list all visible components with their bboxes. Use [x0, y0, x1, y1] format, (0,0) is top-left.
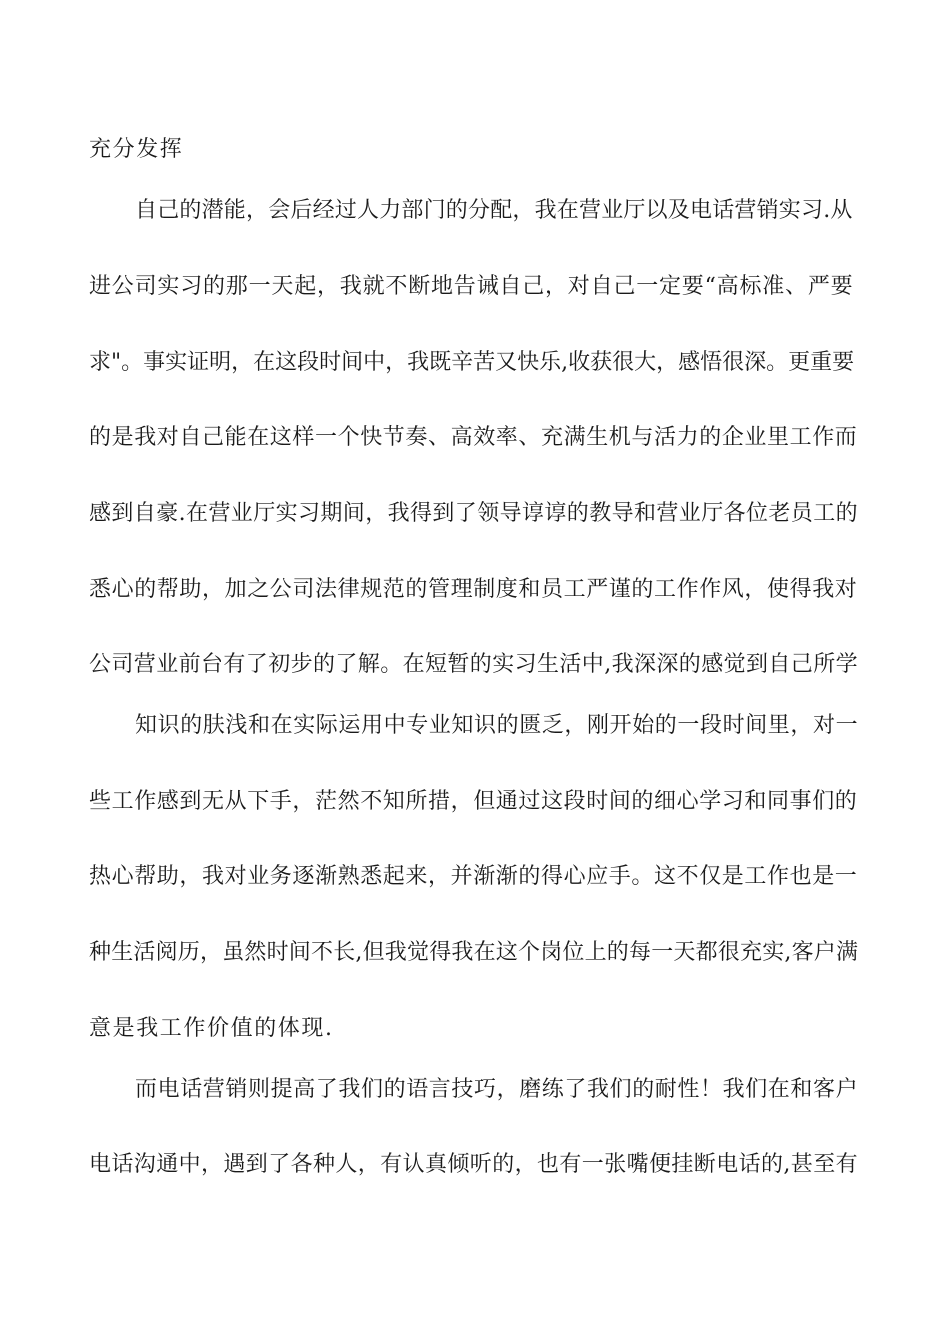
text-line: 进公司实习的那一天起，我就不断地告诫自己，对自己一定要“高标准、严要 — [89, 274, 854, 299]
text-line: 而电话营销则提高了我们的语言技巧，磨练了我们的耐性！我们在和客户 — [135, 1077, 859, 1102]
text-line: 公司营业前台有了初步的了解。在短暂的实习生活中,我深深的感觉到自己所学 — [89, 652, 858, 677]
text-line: 求"。事实证明，在这段时间中，我既辛苦又快乐,收获很大，感悟很深。更重要 — [89, 350, 855, 375]
text-line: 种生活阅历，虽然时间不长,但我觉得我在这个岗位上的每一天都很充实,客户满 — [89, 940, 859, 965]
text-line: 些工作感到无从下手，茫然不知所措，但通过这段时间的细心学习和同事们的 — [89, 789, 858, 814]
text-line: 悉心的帮助，加之公司法律规范的管理制度和员工严谨的工作作风，使得我对 — [89, 577, 858, 602]
text-line: 充分发挥 — [89, 137, 184, 162]
text-line: 热心帮助，我对业务逐渐熟悉起来，并渐渐的得心应手。这不仅是工作也是一 — [89, 864, 858, 889]
text-line: 电话沟通中，遇到了各种人，有认真倾听的，也有一张嘴便挂断电话的,甚至有 — [89, 1152, 858, 1177]
text-line: 意是我工作价值的体现. — [89, 1016, 334, 1041]
text-line: 自己的潜能，会后经过人力部门的分配，我在营业厅以及电话营销实习.从 — [135, 198, 853, 223]
text-line: 知识的肤浅和在实际运用中专业知识的匮乏，刚开始的一段时间里，对一 — [135, 713, 859, 738]
text-line: 的是我对自己能在这样一个快节奏、高效率、充满生机与活力的企业里工作而 — [89, 425, 858, 450]
text-line: 感到自豪.在营业厅实习期间，我得到了领导谆谆的教导和营业厅各位老员工的 — [89, 501, 858, 526]
